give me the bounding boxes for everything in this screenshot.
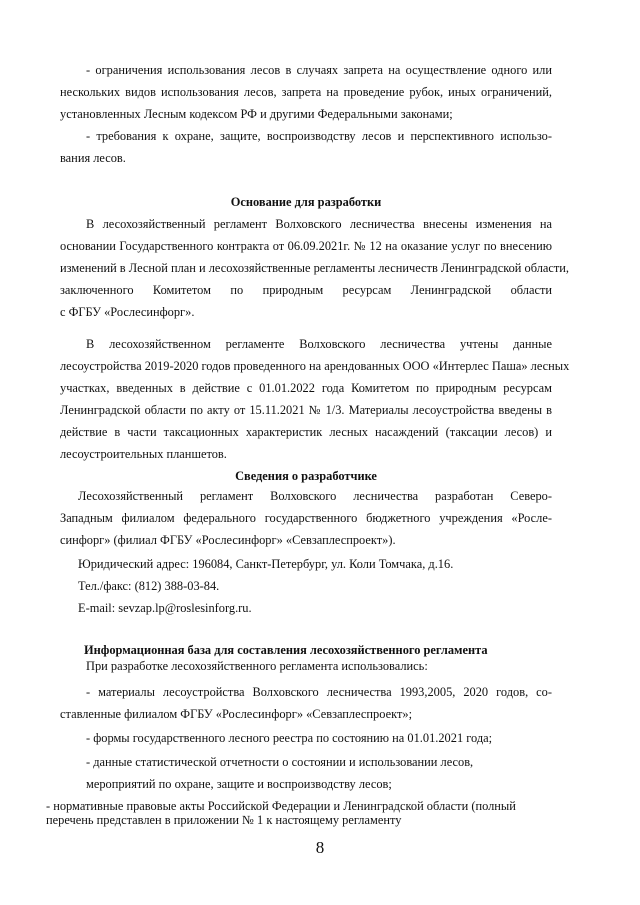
list-item: - формы государственного лесного реестра по состоянию на 01.01.2021 года; (86, 731, 493, 745)
text-line: синфорг» (филиал ФГБУ «Рослесинфорг» «Севзаплеспроект»). (60, 533, 396, 547)
text-line: основании Государственного контракта от 06.09.2021г. № 12 на оказание услуг по внесению (60, 239, 552, 253)
text-line: с ФГБУ «Рослесинфорг». (60, 305, 195, 319)
text-line: При разработке лесохозяйственного регламента использовались: (86, 659, 428, 673)
text-line: Ленинградской области по акту от 15.11.2021 № 1/3. Материалы лесоустройства введены в (60, 403, 552, 417)
text-line: лесоустройства 2019-2020 годов проведенного на арендованных ООО «Интерлес Паша» лесных (60, 359, 570, 373)
page-number: 8 (315, 838, 325, 857)
text-line: действие в части таксационных характеристик лесных насаждений (таксации лесов) и (60, 425, 552, 439)
list-item: перечень представлен в приложении № 1 к настоящему регламенту (46, 813, 402, 827)
text-line: участках, введенных в действие с 01.01.2022 года Комитетом по природным ресурсам (60, 381, 552, 395)
list-item: мероприятий по охране, защите и воспроизводству лесов; (86, 777, 392, 791)
address-line: Юридический адрес: 196084, Санкт-Петербург, ул. Коли Томчака, д.16. (78, 557, 454, 571)
list-item: - данные статистической отчетности о состоянии и использовании лесов, (86, 755, 474, 769)
section-heading: Сведения о разработчике (235, 469, 377, 483)
text-line: Лесохозяйственный регламент Волховского лесничества разработан Северо- (78, 489, 552, 503)
text-line: изменений в Лесной план и лесохозяйственные регламенты лесничеств Ленинградской области, (60, 261, 570, 275)
list-item: - нормативные правовые акты Российской Федерации и Ленинградской области (полный (46, 799, 516, 813)
text-line: заключенного Комитетом по природным ресурсам Ленинградской области (60, 283, 552, 297)
text-line: установленных Лесным кодексом РФ и другими Федеральными законами; (60, 107, 453, 121)
text-line: - ограничения использования лесов в случаях запрета на осуществление одного или (86, 63, 552, 77)
text-line: вания лесов. (60, 151, 126, 165)
text-line: - требования к охране, защите, воспроизводству лесов и перспективного использо- (86, 129, 552, 143)
text-line: В лесохозяйственный регламент Волховского лесничества внесены изменения на (86, 217, 552, 231)
text-line: лесоустроительных планшетов. (60, 447, 227, 461)
text-line: Западным филиалом федерального государственного бюджетного учреждения «Росле- (60, 511, 552, 525)
section-heading: Информационная база для составления лесохозяйственного регламента (84, 643, 488, 657)
list-item: - материалы лесоустройства Волховского лесничества 1993,2005, 2020 годов, со- (86, 685, 552, 699)
email-line: E-mail: sevzap.lp@roslesinforg.ru. (78, 601, 252, 615)
text-line: В лесохозяйственном регламенте Волховского лесничества учтены данные (86, 337, 552, 351)
section-heading: Основание для разработки (230, 195, 382, 209)
text-line: нескольких видов использования лесов, запрета на проведение рубок, иных ограничений, (60, 85, 552, 99)
phone-line: Тел./факс: (812) 388-03-84. (78, 579, 220, 593)
list-item: ставленные филиалом ФГБУ «Рослесинфорг» «Севзаплеспроект»; (60, 707, 413, 721)
